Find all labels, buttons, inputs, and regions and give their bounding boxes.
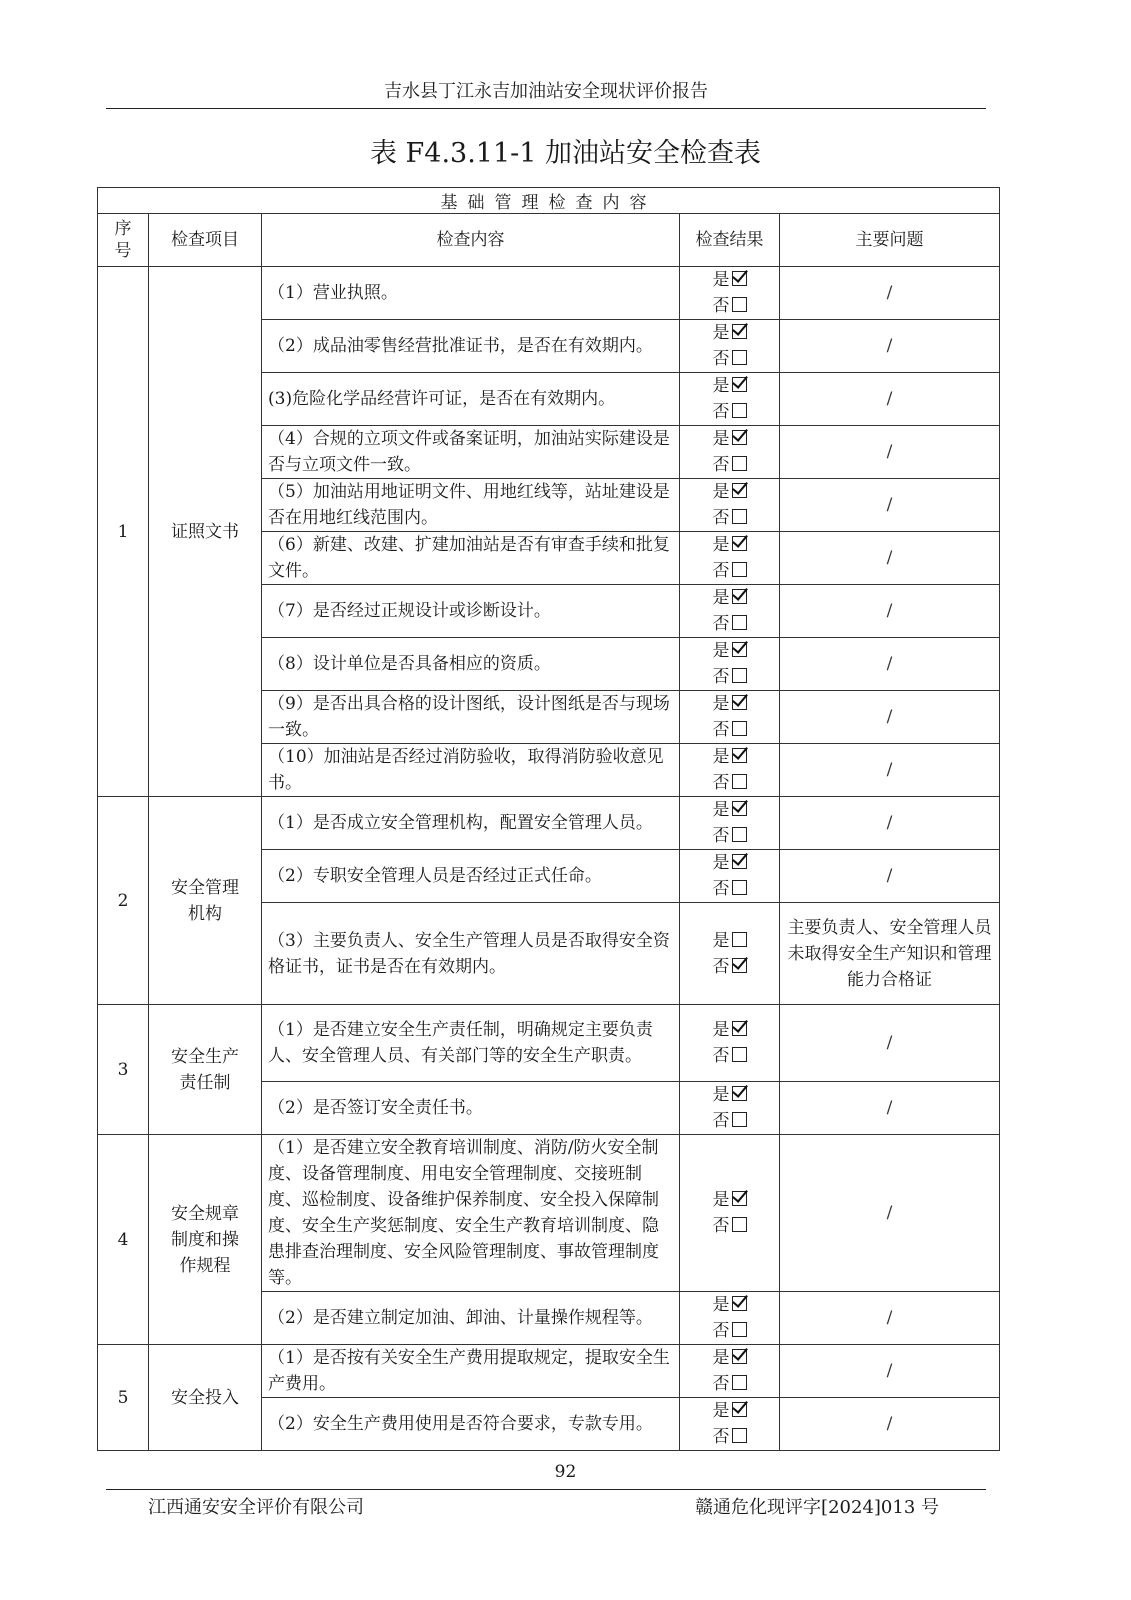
no-label: 否 [712,508,730,528]
main-problem: / [780,638,1000,691]
result-no [686,1424,773,1450]
check-result [680,1135,780,1292]
result-no [686,770,773,796]
group-seq: 2 [98,797,149,1005]
check-content: （2）是否建立制定加油、卸油、计量操作规程等。 [262,1292,680,1345]
result-no [686,399,773,425]
section-title: 基础管理检查内容 [98,188,1000,214]
column-header-result: 检查结果 [680,214,780,267]
result-no [686,1108,773,1134]
main-problem: / [780,691,1000,744]
main-problem: / [780,1082,1000,1135]
checked-box-icon [732,1191,747,1206]
empty-box-icon [732,456,747,471]
check-content: （10）加油站是否经过消防验收，取得消防验收意见书。 [262,744,680,797]
yes-label: 是 [712,270,730,290]
check-content: (3)危险化学品经营许可证，是否在有效期内。 [262,373,680,426]
yes-label: 是 [712,429,730,449]
yes-label: 是 [712,853,730,873]
empty-box-icon [732,827,747,842]
check-result [680,850,780,903]
result-yes [686,638,773,664]
checked-box-icon [732,1349,747,1364]
check-content: （3）主要负责人、安全生产管理人员是否取得安全资格证书，证书是否在有效期内。 [262,903,680,1005]
company-name: 江西通安安全评价有限公司 [148,1497,364,1518]
result-yes [686,1345,773,1371]
table-row [98,1135,1000,1292]
check-content: （2）安全生产费用使用是否符合要求，专款专用。 [262,1398,680,1451]
header-rule [106,108,986,109]
checked-box-icon [732,642,747,657]
result-yes [686,479,773,505]
yes-label: 是 [712,535,730,555]
no-label: 否 [712,826,730,846]
result-no [686,954,773,980]
result-no [686,1318,773,1344]
empty-box-icon [732,1217,747,1232]
checked-box-icon [732,324,747,339]
group-seq: 3 [98,1005,149,1135]
check-result [680,1005,780,1082]
check-content: （1）是否按有关安全生产费用提取规定，提取安全生产费用。 [262,1345,680,1398]
checked-box-icon [732,536,747,551]
no-label: 否 [712,1427,730,1447]
main-problem: / [780,479,1000,532]
result-no [686,1213,773,1239]
no-label: 否 [712,349,730,369]
main-problem: / [780,426,1000,479]
safety-check-table [97,187,1000,1451]
check-result [680,426,780,479]
checked-box-icon [732,271,747,286]
empty-box-icon [732,721,747,736]
main-problem: / [780,1398,1000,1451]
yes-label: 是 [712,800,730,820]
check-content: （1）是否建立安全生产责任制，明确规定主要负责人、安全管理人员、有关部门等的安全生产职责。 [262,1005,680,1082]
result-no [686,452,773,478]
check-result [680,320,780,373]
yes-label: 是 [712,376,730,396]
check-result [680,1082,780,1135]
group-item: 安全管理机构 [149,797,262,1005]
result-no [686,558,773,584]
check-result [680,1292,780,1345]
yes-label: 是 [712,930,730,951]
result-no [686,1371,773,1397]
checked-box-icon [732,483,747,498]
footer-rule [106,1489,986,1490]
checked-box-icon [732,430,747,445]
check-content: （2）专职安全管理人员是否经过正式任命。 [262,850,680,903]
table-header-row [98,214,1000,267]
yes-label: 是 [712,1295,730,1315]
empty-box-icon [732,1428,747,1443]
yes-label: 是 [712,1085,730,1105]
group-seq: 1 [98,267,149,797]
yes-label: 是 [712,323,730,343]
no-label: 否 [712,1111,730,1131]
empty-box-icon [732,668,747,683]
result-yes [686,426,773,452]
check-content: （7）是否经过正规设计或诊断设计。 [262,585,680,638]
checked-box-icon [732,695,747,710]
result-no [686,505,773,531]
checked-box-icon [732,377,747,392]
table-row [98,267,1000,320]
yes-label: 是 [712,747,730,767]
running-header: 吉水县丁江永吉加油站安全现状评价报告 [384,81,708,102]
empty-box-icon [732,774,747,789]
result-yes [686,1082,773,1108]
no-label: 否 [712,455,730,475]
main-problem: / [780,532,1000,585]
yes-label: 是 [712,1020,730,1040]
result-yes [686,373,773,399]
no-label: 否 [712,1321,730,1341]
result-yes [686,1292,773,1318]
result-yes [686,850,773,876]
checked-box-icon [732,1296,747,1311]
no-label: 否 [712,667,730,687]
column-header-seq: 序号 [98,214,149,267]
table-row [98,1345,1000,1398]
main-problem: / [780,373,1000,426]
result-no [686,1043,773,1069]
check-result [680,1345,780,1398]
no-label: 否 [712,614,730,634]
check-result [680,532,780,585]
main-problem: / [780,1292,1000,1345]
checked-box-icon [732,854,747,869]
check-result [680,373,780,426]
check-content: （1）是否成立安全管理机构，配置安全管理人员。 [262,797,680,850]
main-problem: / [780,850,1000,903]
result-no [686,346,773,372]
main-problem: / [780,744,1000,797]
result-no [686,823,773,849]
table-row [98,1005,1000,1082]
result-yes [686,928,773,954]
checked-box-icon [732,1021,747,1036]
main-problem: 主要负责人、安全管理人员未取得安全生产知识和管理能力合格证 [780,903,1000,1005]
no-label: 否 [712,879,730,899]
check-content: （2）成品油零售经营批准证书，是否在有效期内。 [262,320,680,373]
check-content: （1）营业执照。 [262,267,680,320]
checked-box-icon [732,1086,747,1101]
main-problem: / [780,1005,1000,1082]
empty-box-icon [732,1322,747,1337]
check-result [680,903,780,1005]
result-no [686,876,773,902]
column-header-item: 检查项目 [149,214,262,267]
table-title: 表 F4.3.11-1 加油站安全检查表 [369,138,762,169]
check-result [680,1398,780,1451]
empty-box-icon [732,615,747,630]
yes-label: 是 [712,588,730,608]
check-content: （8）设计单位是否具备相应的资质。 [262,638,680,691]
no-label: 否 [712,402,730,422]
report-number: 赣通危化现评字[2024]013 号 [695,1497,939,1518]
main-problem: / [780,797,1000,850]
yes-label: 是 [712,1401,730,1421]
yes-label: 是 [712,694,730,714]
group-seq: 5 [98,1345,149,1451]
check-content: （2）是否签订安全责任书。 [262,1082,680,1135]
check-result [680,585,780,638]
check-content: （6）新建、改建、扩建加油站是否有审查手续和批复文件。 [262,532,680,585]
checked-box-icon [732,801,747,816]
main-problem: / [780,267,1000,320]
yes-label: 是 [712,482,730,502]
empty-box-icon [732,1112,747,1127]
check-result [680,638,780,691]
page-number: 92 [554,1462,577,1482]
check-result [680,691,780,744]
result-yes [686,797,773,823]
result-no [686,664,773,690]
no-label: 否 [712,1216,730,1236]
result-yes [686,267,773,293]
check-content: （9）是否出具合格的设计图纸，设计图纸是否与现场一致。 [262,691,680,744]
result-no [686,611,773,637]
no-label: 否 [712,956,730,977]
result-yes [686,585,773,611]
result-yes [686,1187,773,1213]
check-content: （5）加油站用地证明文件、用地红线等，站址建设是否在用地红线范围内。 [262,479,680,532]
empty-box-icon [732,403,747,418]
no-label: 否 [712,561,730,581]
empty-box-icon [732,509,747,524]
no-label: 否 [712,1046,730,1066]
empty-box-icon [732,1047,747,1062]
main-problem: / [780,1135,1000,1292]
column-header-content: 检查内容 [262,214,680,267]
group-item: 安全规章制度和操作规程 [149,1135,262,1345]
table-body [98,267,1000,1451]
result-yes [686,691,773,717]
result-yes [686,744,773,770]
column-header-problem: 主要问题 [780,214,1000,267]
checked-box-icon [732,958,747,973]
group-item: 证照文书 [149,267,262,797]
main-problem: / [780,1345,1000,1398]
result-yes [686,1017,773,1043]
result-no [686,293,773,319]
empty-box-icon [732,350,747,365]
no-label: 否 [712,296,730,316]
no-label: 否 [712,773,730,793]
check-result [680,267,780,320]
check-result [680,479,780,532]
no-label: 否 [712,720,730,740]
empty-box-icon [732,932,747,947]
result-yes [686,532,773,558]
group-seq: 4 [98,1135,149,1345]
result-yes [686,320,773,346]
result-yes [686,1398,773,1424]
table-row [98,797,1000,850]
no-label: 否 [712,1374,730,1394]
check-result [680,797,780,850]
main-problem: / [780,320,1000,373]
yes-label: 是 [712,1348,730,1368]
yes-label: 是 [712,1190,730,1210]
main-problem: / [780,585,1000,638]
group-item: 安全投入 [149,1345,262,1451]
yes-label: 是 [712,641,730,661]
checked-box-icon [732,1402,747,1417]
group-item: 安全生产责任制 [149,1005,262,1135]
check-result [680,744,780,797]
result-no [686,717,773,743]
checked-box-icon [732,589,747,604]
empty-box-icon [732,562,747,577]
empty-box-icon [732,297,747,312]
check-content: （1）是否建立安全教育培训制度、消防/防火安全制度、设备管理制度、用电安全管理制度、交接班制度、巡检制度、设备维护保养制度、安全投入保障制度、安全生产奖惩制度、安全生产教育培训制度、隐患排查治理制度、安全风险管理制度、事故管理制度等。 [262,1135,680,1292]
check-content: （4）合规的立项文件或备案证明，加油站实际建设是否与立项文件一致。 [262,426,680,479]
checked-box-icon [732,748,747,763]
empty-box-icon [732,880,747,895]
empty-box-icon [732,1375,747,1390]
